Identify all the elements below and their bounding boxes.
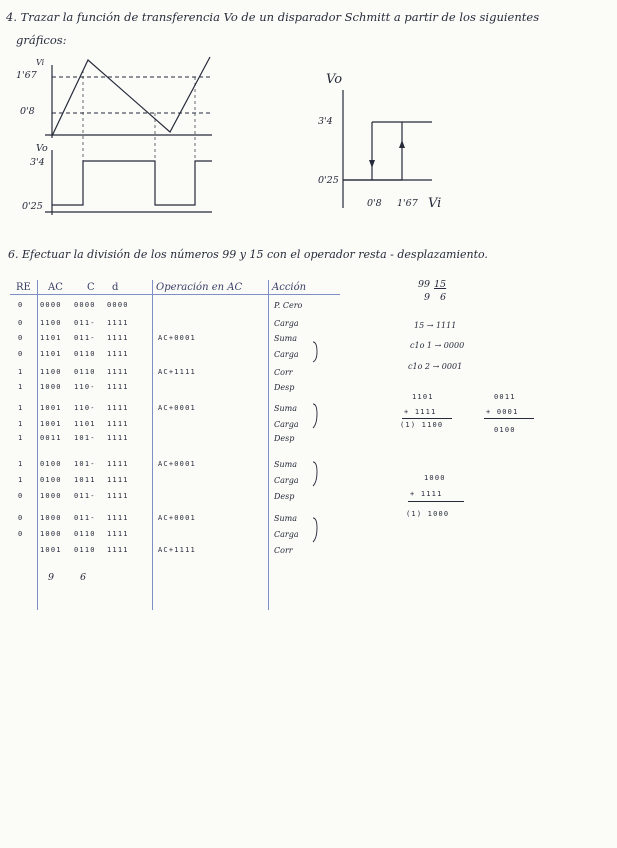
header-d: d <box>112 282 119 293</box>
sum2-operand-a: 0011 <box>494 393 516 401</box>
cell-d: 1111 <box>107 492 129 500</box>
cell-ac: 1100 <box>40 368 62 376</box>
cell-d: 1111 <box>107 383 129 391</box>
cell-d: 0000 <box>107 301 129 309</box>
bracket-2 <box>313 404 317 428</box>
cell-ac: 0011 <box>40 434 62 442</box>
cell-ac: 1000 <box>40 383 62 391</box>
cell-d: 1111 <box>107 334 129 342</box>
cell-re: 0 <box>18 334 24 342</box>
cell-c: 0000 <box>74 301 96 309</box>
cell-ac: 0100 <box>40 460 62 468</box>
header-operacion: Operación en AC <box>156 282 243 293</box>
cell-op: AC+0001 <box>158 514 196 522</box>
cell-accion: Carga <box>274 530 299 539</box>
sum3-result: (1) 1000 <box>406 510 450 518</box>
cell-re: 1 <box>18 404 24 412</box>
cell-op: AC+1111 <box>158 368 196 376</box>
cell-ac: 0100 <box>40 476 62 484</box>
cell-accion: Suma <box>274 404 297 413</box>
cell-accion: Suma <box>274 334 297 343</box>
cell-re: 1 <box>18 476 24 484</box>
x-low-label: 0'8 <box>367 198 382 209</box>
cell-d: 1111 <box>107 420 129 428</box>
division-divisor: 15 <box>434 279 447 290</box>
cell-accion: Desp <box>274 383 295 392</box>
cell-accion: Suma <box>274 514 297 523</box>
bracket-1 <box>313 342 317 362</box>
cell-op: AC+1111 <box>158 546 196 554</box>
header-accion: Acción <box>272 282 307 293</box>
cell-re: 0 <box>18 319 24 327</box>
sum1-rule <box>402 418 452 419</box>
cell-re: 1 <box>18 383 24 391</box>
cell-ac: 1100 <box>40 319 62 327</box>
x-high-label: 1'67 <box>397 198 418 209</box>
cell-accion: Carga <box>274 350 299 359</box>
sum2-operand-b: + 0001 <box>486 408 519 416</box>
note-complement-1: c1o 1 → 0000 <box>410 341 465 350</box>
bracket-3 <box>313 462 317 486</box>
cell-d: 1111 <box>107 546 129 554</box>
cell-op: AC+0001 <box>158 404 196 412</box>
vi-label-graph2: Vi <box>428 196 442 211</box>
cell-re: 1 <box>18 434 24 442</box>
cell-accion: Carga <box>274 420 299 429</box>
problem4-title: 4. Trazar la función de transferencia Vo de un disparador Schmitt a partir de los siguientes <box>6 10 540 24</box>
cell-c: 011- <box>74 319 96 327</box>
cell-d: 1111 <box>107 350 129 358</box>
cell-c: 0110 <box>74 350 96 358</box>
vo-label-graph1: Vo <box>36 143 48 154</box>
cell-ac: 1101 <box>40 350 62 358</box>
cell-accion: Carga <box>274 476 299 485</box>
cell-re: 1 <box>18 420 24 428</box>
cell-c: 0110 <box>74 530 96 538</box>
cell-d: 1111 <box>107 434 129 442</box>
cell-d: 1111 <box>107 319 129 327</box>
cell-c: 101- <box>74 434 96 442</box>
cell-re: 0 <box>18 514 24 522</box>
sum1-operand-a: 1101 <box>412 393 434 401</box>
cell-c: 1101 <box>74 420 96 428</box>
cell-c: 110- <box>74 404 96 412</box>
vo-label-graph2: Vo <box>326 72 343 87</box>
cell-re: 0 <box>18 492 24 500</box>
vi-label-graph1: Vi <box>36 58 45 67</box>
ac-result: 9 <box>48 572 55 583</box>
cell-c: 101- <box>74 460 96 468</box>
sum2-result: 0100 <box>494 426 516 434</box>
cell-ac: 1101 <box>40 334 62 342</box>
cell-op: AC+0001 <box>158 334 196 342</box>
vo-high-label-graph2: 3'4 <box>318 116 333 127</box>
problem4-title-cont: gráficos: <box>16 33 67 47</box>
cell-c: 011- <box>74 334 96 342</box>
cell-d: 1111 <box>107 514 129 522</box>
bracket-4 <box>313 518 317 542</box>
cell-c: 0110 <box>74 368 96 376</box>
cell-re: 0 <box>18 350 24 358</box>
cell-ac: 1000 <box>40 514 62 522</box>
sum3-rule <box>408 501 464 502</box>
cell-d: 1111 <box>107 460 129 468</box>
sum3-operand-a: 1000 <box>424 474 446 482</box>
cell-accion: P. Cero <box>274 301 303 310</box>
cell-re: 1 <box>18 368 24 376</box>
division-quotient: 6 <box>440 292 447 303</box>
header-re: RE <box>16 282 31 293</box>
vo-high-label-graph1: 3'4 <box>30 157 45 168</box>
sum3-operand-b: + 1111 <box>410 490 443 498</box>
cell-c: 011- <box>74 492 96 500</box>
sum1-operand-b: + 1111 <box>404 408 437 416</box>
vo-low-label-graph2: 0'25 <box>318 175 339 186</box>
header-c: C <box>87 282 95 293</box>
cell-ac: 1001 <box>40 546 62 554</box>
cell-re: 0 <box>18 530 24 538</box>
sum1-result: (1) 1100 <box>400 421 444 429</box>
cell-d: 1111 <box>107 404 129 412</box>
header-ac: AC <box>48 282 63 293</box>
sum2-rule <box>484 418 534 419</box>
cell-d: 1111 <box>107 368 129 376</box>
cell-accion: Suma <box>274 460 297 469</box>
cell-re: 1 <box>18 460 24 468</box>
cell-d: 1111 <box>107 476 129 484</box>
cell-ac: 1001 <box>40 404 62 412</box>
cell-ac: 1001 <box>40 420 62 428</box>
problem6-title: 6. Efectuar la división de los números 99 y 15 con el operador resta - desplazamiento. <box>8 248 488 261</box>
level-low-label: 0'8 <box>20 106 35 117</box>
level-high-label: 1'67 <box>16 70 37 81</box>
c-result: 6 <box>80 572 87 583</box>
cell-c: 110- <box>74 383 96 391</box>
cell-op: AC+0001 <box>158 460 196 468</box>
cell-accion: Desp <box>274 492 295 501</box>
cell-re: 0 <box>18 301 24 309</box>
note-conversion: 15 → 1111 <box>414 321 457 330</box>
cell-ac: 1000 <box>40 492 62 500</box>
cell-accion: Corr <box>274 546 293 555</box>
vo-low-label-graph1: 0'25 <box>22 201 43 212</box>
cell-c: 1011 <box>74 476 96 484</box>
cell-accion: Desp <box>274 434 295 443</box>
note-complement-2: c1o 2 → 0001 <box>408 362 463 371</box>
cell-ac: 0000 <box>40 301 62 309</box>
cell-c: 011- <box>74 514 96 522</box>
cell-ac: 1000 <box>40 530 62 538</box>
division-dividend: 99 <box>418 279 431 290</box>
cell-d: 1111 <box>107 530 129 538</box>
cell-accion: Corr <box>274 368 293 377</box>
division-remainder: 9 <box>424 292 431 303</box>
cell-c: 0110 <box>74 546 96 554</box>
cell-accion: Carga <box>274 319 299 328</box>
